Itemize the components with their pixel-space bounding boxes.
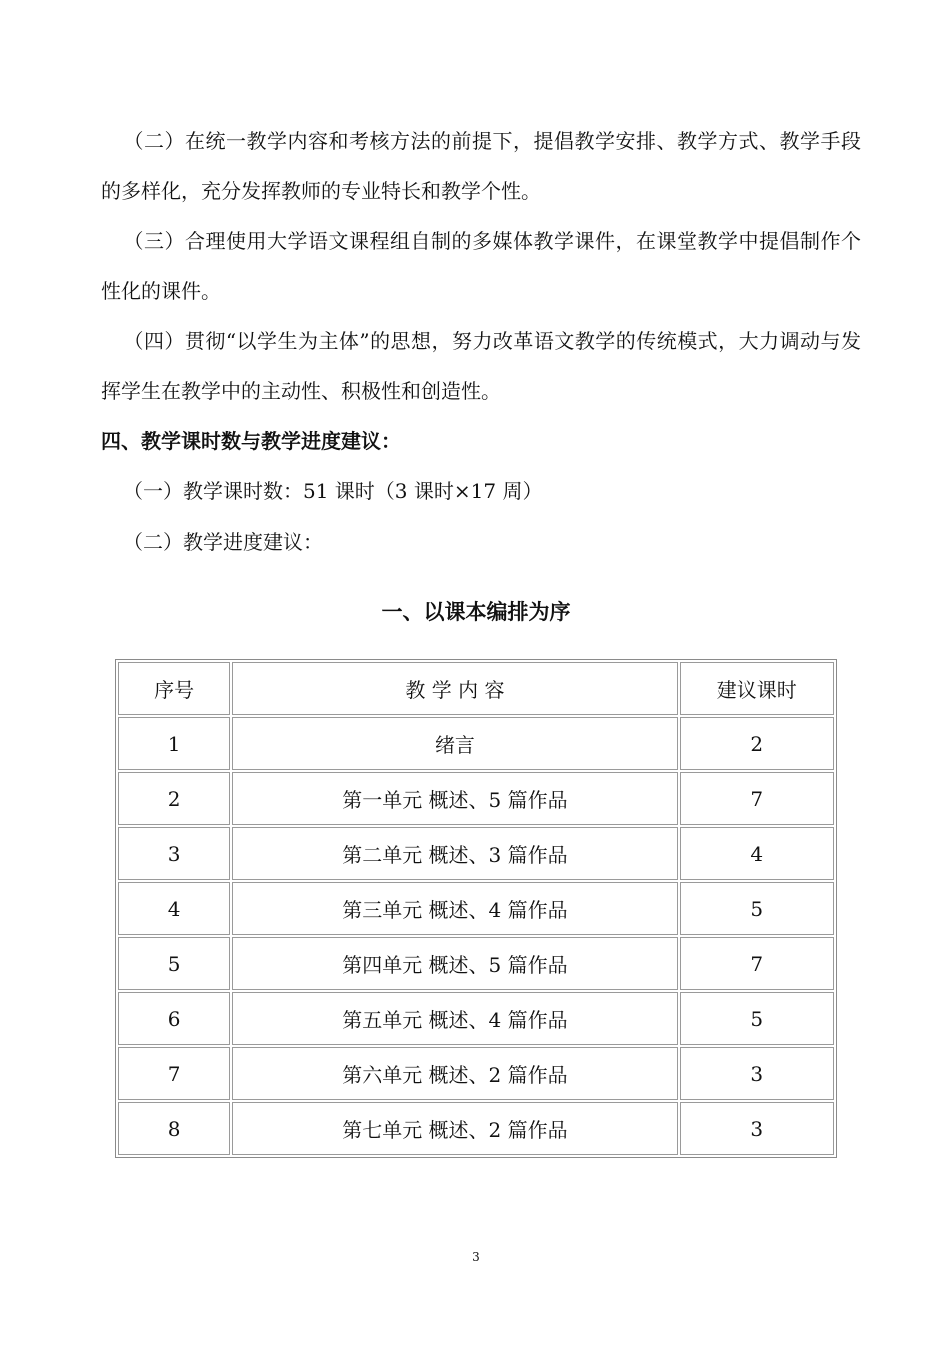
table-header-row	[118, 662, 834, 715]
table-row	[118, 1047, 834, 1100]
paragraph-text: （二）在统一教学内容和考核方法的前提下，提倡教学安排、教学方式、教学手段的多样化，充分发挥教师的专业特长和教学个性。	[101, 129, 861, 203]
table-row	[118, 882, 834, 935]
cell-no: 2	[118, 772, 230, 825]
table-row	[118, 717, 834, 770]
table-title: 一、以课本编排为序	[381, 599, 571, 624]
schedule-suggestion-line: （二）教学进度建议：	[123, 530, 323, 554]
paragraph-teaching-diversity	[101, 116, 861, 216]
cell-hours: 3	[680, 1047, 834, 1100]
cell-hours: 7	[680, 772, 834, 825]
header-content: 教 学 内 容	[232, 662, 677, 715]
paragraph-text: （四）贯彻“以学生为主体”的思想，努力改革语文教学的传统模式，大力调动与发挥学生在教学中的主动性、积极性和创造性。	[101, 329, 861, 403]
section-heading: 四、教学课时数与教学进度建议：	[101, 429, 401, 453]
cell-no: 7	[118, 1047, 230, 1100]
header-no: 序号	[118, 662, 230, 715]
cell-hours: 3	[680, 1102, 834, 1155]
cell-content: 第五单元 概述、4 篇作品	[232, 992, 677, 1045]
table-row	[118, 827, 834, 880]
cell-hours: 5	[680, 992, 834, 1045]
class-hours-line: （一）教学课时数：51 课时（3 课时×17 周）	[123, 479, 543, 503]
table-row	[118, 1102, 834, 1155]
table-row	[118, 772, 834, 825]
cell-content: 第二单元 概述、3 篇作品	[232, 827, 677, 880]
cell-no: 5	[118, 937, 230, 990]
cell-content: 第三单元 概述、4 篇作品	[232, 882, 677, 935]
cell-no: 3	[118, 827, 230, 880]
cell-hours: 5	[680, 882, 834, 935]
table-row	[118, 992, 834, 1045]
cell-no: 6	[118, 992, 230, 1045]
cell-content: 第四单元 概述、5 篇作品	[232, 937, 677, 990]
page-number: 3	[472, 1250, 480, 1264]
cell-content: 第七单元 概述、2 篇作品	[232, 1102, 677, 1155]
paragraph-text: （三）合理使用大学语文课程组自制的多媒体教学课件，在课堂教学中提倡制作个性化的课件。	[101, 229, 861, 303]
cell-no: 1	[118, 717, 230, 770]
cell-no: 4	[118, 882, 230, 935]
cell-content: 第六单元 概述、2 篇作品	[232, 1047, 677, 1100]
cell-hours: 2	[680, 717, 834, 770]
cell-hours: 4	[680, 827, 834, 880]
cell-content: 绪言	[232, 717, 677, 770]
cell-hours: 7	[680, 937, 834, 990]
header-hours: 建议课时	[680, 662, 834, 715]
paragraph-student-centered	[101, 316, 861, 416]
paragraph-multimedia-courseware	[101, 216, 861, 316]
cell-no: 8	[118, 1102, 230, 1155]
cell-content: 第一单元 概述、5 篇作品	[232, 772, 677, 825]
table-row	[118, 937, 834, 990]
schedule-table	[115, 659, 837, 1158]
